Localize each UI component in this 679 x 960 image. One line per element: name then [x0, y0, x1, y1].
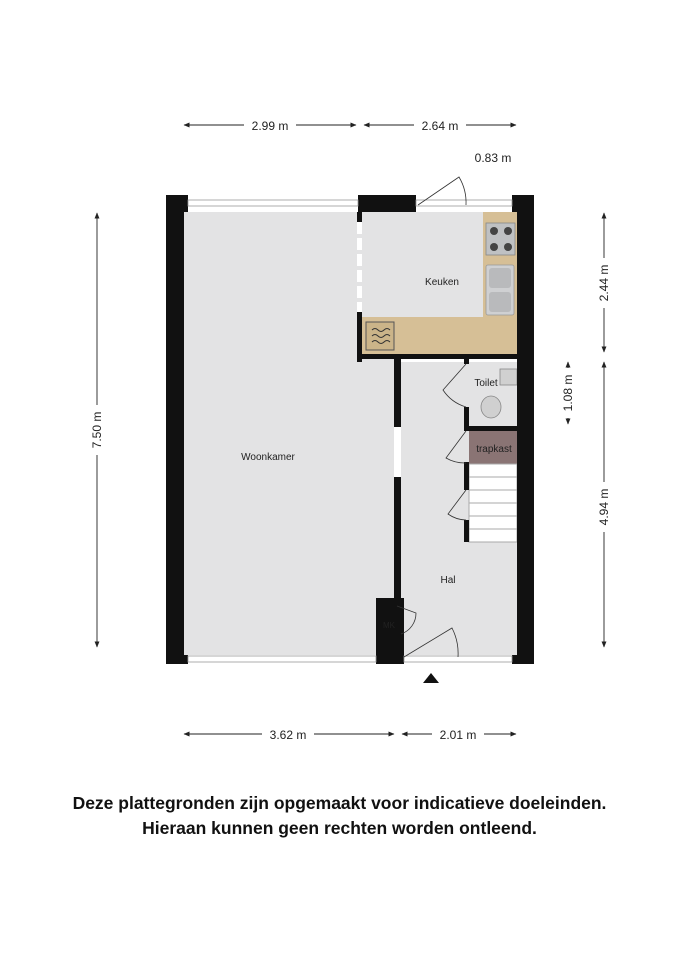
- wall-bottom-pier-middle: [376, 598, 404, 664]
- burner-icon: [504, 227, 512, 235]
- wall-hal-left: [394, 359, 401, 427]
- wall-hal-left-lower: [394, 477, 401, 606]
- stairs: [469, 464, 517, 542]
- dim-label-top-left: 2.99 m: [251, 119, 289, 133]
- wall-toilet-bottom: [464, 426, 517, 431]
- wall-stairs-left: [464, 520, 469, 542]
- woonkamer-floor-upper: [184, 212, 360, 362]
- wall-left: [166, 195, 184, 664]
- wall-trapkast-left: [464, 462, 469, 490]
- wall-kitchen-divider: [357, 212, 362, 222]
- burner-icon: [490, 227, 498, 235]
- wall-top-pier-right: [512, 195, 534, 212]
- wall-toilet-left: [464, 359, 469, 364]
- room-label-hal: Hal: [440, 575, 456, 586]
- wall-bottom-pier-right: [512, 655, 534, 664]
- dim-label-bottom-left: 3.62 m: [269, 728, 307, 742]
- burner-icon: [504, 243, 512, 251]
- entrance-arrow-icon: [423, 673, 439, 683]
- toilet-tank: [500, 369, 517, 385]
- dim-label-right-lower: 4.94 m: [597, 488, 611, 526]
- sink-basin-icon: [489, 292, 511, 312]
- window-top-left: [188, 200, 358, 206]
- wall-bottom-pier-left: [166, 655, 188, 664]
- dim-label-right-middle: 1.08 m: [561, 374, 575, 412]
- floor-areas: [184, 212, 517, 655]
- cooktop: [486, 223, 515, 255]
- sink-basin-icon: [489, 268, 511, 288]
- toilet-bowl-icon: [481, 396, 501, 418]
- disclaimer-line-2: Hieraan kunnen geen rechten worden ontleend.: [142, 818, 537, 838]
- room-label-keuken: Keuken: [425, 277, 459, 288]
- dim-label-bottom-right: 2.01 m: [439, 728, 477, 742]
- dim-label-door-width: 0.83 m: [474, 151, 512, 165]
- disclaimer-line-1: Deze plattegronden zijn opgemaakt voor indicatieve doeleinden.: [72, 793, 607, 813]
- window-bottom-left: [188, 656, 376, 662]
- room-label-woonkamer: Woonkamer: [241, 452, 295, 463]
- dim-label-top-right: 2.64 m: [421, 119, 459, 133]
- dim-label-left: 7.50 m: [90, 411, 104, 449]
- wall-right: [517, 195, 534, 664]
- burner-icon: [490, 243, 498, 251]
- room-label-toilet: Toilet: [474, 378, 498, 389]
- room-label-meterkast: MK: [383, 621, 395, 630]
- wall-top-pier-left: [166, 195, 188, 212]
- window-top-right: [416, 200, 512, 206]
- wall-kitchen-bottom: [357, 354, 517, 359]
- wall-top-pier-middle: [358, 195, 416, 212]
- dim-label-right-upper: 2.44 m: [597, 264, 611, 302]
- room-label-trapkast: trapkast: [476, 444, 512, 455]
